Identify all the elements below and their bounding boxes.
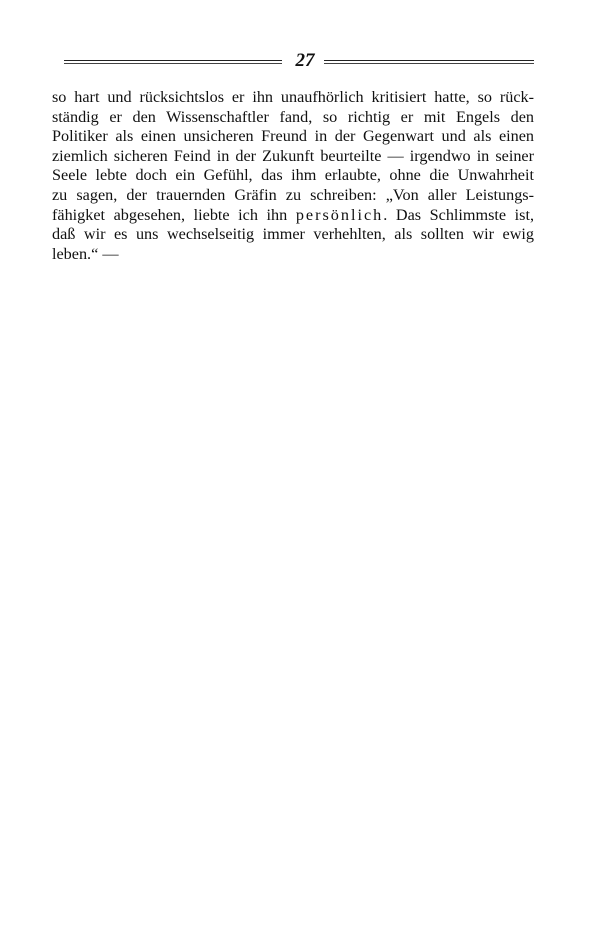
body-paragraph <box>52 88 534 264</box>
text-line: Seele lebte doch ein Gefühl, das ihm erlaubte, ohne die Unwahrheit <box>52 166 534 185</box>
text-line: leben.“ — <box>52 244 119 263</box>
text-line: so hart und rücksichtslos er ihn unaufhörlich kritisiert hatte, so rück- <box>52 88 534 106</box>
text-line: zu sagen, der trauernden Gräfin zu schreiben: „Von aller Leistungs- <box>52 185 534 204</box>
text-line: ständig er den Wissenschaftler fand, so richtig er mit Engels den <box>52 107 534 126</box>
emphasized-word: persönlich <box>295 205 384 224</box>
text-line: Politiker als einen unsicheren Freund in der Gegenwart und als einen <box>52 127 534 146</box>
text-line: ziemlich sicheren Feind in der Zukunft beurteilte — irgendwo in seiner <box>52 146 534 165</box>
running-head <box>64 52 534 72</box>
text-line: fähigket abgesehen, liebte ich ihn persönlich. Das Schlimmste ist, <box>52 205 534 224</box>
page-number: 27 <box>295 50 315 71</box>
header-rule-left <box>64 60 282 64</box>
header-rule-right <box>324 60 534 64</box>
text-line: daß wir es uns wechselseitig immer verhehlten, als sollten wir ewig <box>52 225 534 244</box>
